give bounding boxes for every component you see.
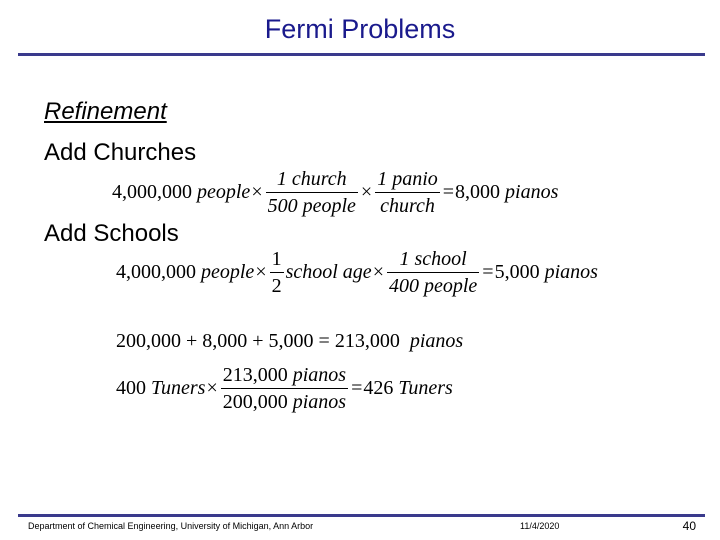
schools-f2-den: 400 people	[387, 272, 479, 299]
churches-result: 8,000	[455, 181, 501, 203]
times-sign: ×	[255, 261, 267, 283]
refinement-heading: Refinement	[44, 98, 167, 125]
footer-department: Department of Chemical Engineering, University of Michigan, Ann Arbor	[28, 521, 314, 531]
churches-lhs: 4,000,000	[112, 181, 192, 203]
churches-f1-den: 500 people	[266, 192, 358, 219]
add-churches-label: Add Churches	[44, 139, 197, 166]
schools-f1-num: 1	[271, 248, 282, 270]
sum-unit: pianos	[409, 330, 464, 352]
tuners-f-num-value: 213,000	[222, 364, 288, 386]
times-sign: ×	[251, 181, 263, 203]
tuners-f-num-unit: pianos	[292, 364, 347, 386]
footer-date: 11/4/2020	[520, 521, 560, 531]
tuners-f-den	[221, 388, 348, 415]
footer-divider	[18, 514, 705, 517]
tuners-equation	[116, 362, 453, 415]
schools-f1-den: 2	[270, 272, 284, 299]
schools-f2-num: 1 school	[399, 248, 467, 270]
schools-equation	[116, 246, 598, 299]
schools-result: 5,000	[494, 261, 540, 283]
tuners-f-den-unit: pianos	[292, 391, 347, 413]
tuners-lhs-unit: Tuners	[151, 377, 206, 399]
equals-sign: =	[351, 377, 363, 399]
churches-f2-num: 1 panio	[377, 168, 438, 190]
schools-mid: school age	[285, 261, 372, 283]
churches-fraction-2	[375, 166, 440, 219]
churches-equation	[112, 166, 558, 219]
tuners-result-unit: Tuners	[398, 377, 453, 399]
schools-fraction-2	[387, 246, 479, 299]
tuners-f-den-value: 200,000	[222, 391, 288, 413]
churches-fraction-1	[266, 166, 358, 219]
schools-fraction-1	[270, 246, 284, 299]
times-sign: ×	[372, 261, 384, 283]
equals-sign: =	[482, 261, 494, 283]
page-number: 40	[682, 519, 696, 533]
tuners-fraction	[221, 362, 348, 415]
schools-lhs-unit: people	[201, 261, 255, 283]
title-divider	[18, 53, 705, 56]
sum-expression: 200,000 + 8,000 + 5,000 = 213,000	[116, 330, 400, 352]
tuners-f-num	[221, 362, 348, 388]
times-sign: ×	[206, 377, 218, 399]
tuners-lhs: 400	[116, 377, 146, 399]
add-schools-label: Add Schools	[44, 220, 179, 247]
times-sign: ×	[360, 181, 373, 203]
churches-f1-num: 1 church	[276, 168, 347, 190]
schools-lhs: 4,000,000	[116, 261, 196, 283]
schools-result-unit: pianos	[544, 261, 598, 283]
churches-result-unit: pianos	[505, 181, 559, 203]
sum-equation	[116, 330, 463, 353]
equals-sign: =	[442, 181, 455, 203]
tuners-result: 426	[363, 377, 394, 399]
churches-f2-den: church	[375, 192, 440, 219]
slide-title: Fermi Problems	[264, 14, 456, 44]
churches-lhs-unit: people	[197, 181, 251, 203]
